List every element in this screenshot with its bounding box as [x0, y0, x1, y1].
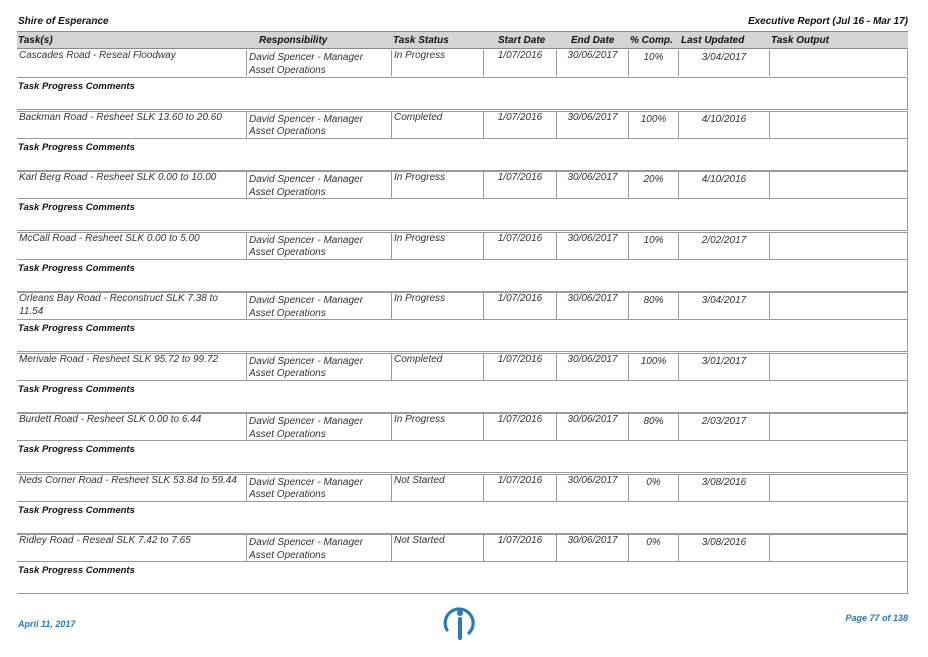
task-row [17, 474, 908, 535]
start-date: 1/07/2016 [483, 172, 556, 198]
task-status: In Progress [391, 172, 483, 198]
task-output [769, 112, 908, 138]
task-details [17, 292, 908, 320]
end-date: 30/06/2017 [556, 233, 628, 259]
task-details [17, 171, 908, 199]
task-row [17, 111, 908, 172]
percent-complete: 10% [628, 50, 678, 76]
task-name: Karl Berg Road - Resheet SLK 0.00 to 10.00 [19, 172, 217, 183]
task-name: Neds Corner Road - Resheet SLK 53.84 to 59.44 [19, 474, 237, 486]
task-status: Completed [391, 112, 483, 138]
col-responsibility: Responsibility [259, 35, 328, 46]
comments-label: Task Progress Comments [18, 262, 135, 274]
task-details [17, 474, 908, 502]
start-date: 1/07/2016 [483, 475, 556, 501]
end-date: 30/06/2017 [556, 535, 628, 561]
task-output [769, 233, 908, 259]
task-name: McCall Road - Resheet SLK 0.00 to 5.00 [19, 232, 200, 244]
start-date: 1/07/2016 [483, 50, 556, 76]
percent-complete: 10% [628, 233, 678, 259]
task-output [769, 535, 908, 561]
task-progress-comments [17, 199, 908, 231]
task-progress-comments [17, 381, 908, 413]
comments-label: Task Progress Comments [18, 383, 135, 395]
percent-complete: 80% [628, 414, 678, 440]
start-date: 1/07/2016 [483, 535, 556, 561]
start-date: 1/07/2016 [483, 414, 556, 440]
last-updated: 4/10/2016 [678, 112, 769, 138]
task-row [17, 232, 908, 293]
task-row [17, 292, 908, 353]
comments-label: Task Progress Comments [18, 323, 135, 334]
task-status: Not Started [391, 535, 483, 561]
task-row [17, 413, 908, 474]
task-output [769, 414, 908, 440]
page-number: Page 77 of 138 [845, 613, 908, 623]
responsibility: David Spencer - Manager Asset Operations [246, 50, 391, 76]
responsibility: David Spencer - Manager Asset Operations [246, 414, 391, 440]
task-table [17, 50, 908, 595]
responsibility: David Spencer - Manager Asset Operations [246, 112, 391, 138]
task-name: Burdett Road - Resheet SLK 0.00 to 6.44 [19, 414, 202, 425]
task-output [769, 50, 908, 76]
last-updated: 4/10/2016 [678, 172, 769, 198]
task-progress-comments [17, 139, 908, 171]
last-updated: 2/03/2017 [678, 414, 769, 440]
start-date: 1/07/2016 [483, 112, 556, 138]
comments-label: Task Progress Comments [18, 81, 135, 92]
end-date: 30/06/2017 [556, 112, 628, 138]
col-end-date: End Date [571, 35, 615, 46]
table-header [17, 31, 908, 49]
percent-complete: 0% [628, 535, 678, 561]
report-date: April 11, 2017 [18, 619, 76, 629]
comments-label: Task Progress Comments [18, 565, 135, 576]
percent-complete: 80% [628, 293, 678, 319]
end-date: 30/06/2017 [556, 354, 628, 380]
start-date: 1/07/2016 [483, 354, 556, 380]
task-output [769, 293, 908, 319]
task-progress-comments [17, 260, 908, 292]
last-updated: 3/01/2017 [678, 354, 769, 380]
task-row [17, 50, 908, 111]
col-percent-complete: % Comp. [630, 35, 673, 46]
task-status: In Progress [391, 233, 483, 259]
last-updated: 2/02/2017 [678, 233, 769, 259]
task-details [17, 50, 908, 78]
percent-complete: 20% [628, 172, 678, 198]
end-date: 30/06/2017 [556, 293, 628, 319]
responsibility: David Spencer - Manager Asset Operations [246, 293, 391, 319]
task-details [17, 413, 908, 441]
col-task-output: Task Output [771, 35, 829, 46]
start-date: 1/07/2016 [483, 233, 556, 259]
task-output [769, 172, 908, 198]
task-status: In Progress [391, 293, 483, 319]
task-progress-comments [17, 320, 908, 352]
task-progress-comments [17, 441, 908, 473]
task-row [17, 353, 908, 414]
report-title: Executive Report (Jul 16 - Mar 17) [747, 16, 908, 27]
percent-complete: 0% [628, 475, 678, 501]
organisation-name: Shire of Esperance [18, 16, 109, 27]
last-updated: 3/04/2017 [678, 293, 769, 319]
start-date: 1/07/2016 [483, 293, 556, 319]
task-progress-comments [17, 562, 908, 594]
task-progress-comments [17, 78, 908, 110]
responsibility: David Spencer - Manager Asset Operations [246, 475, 391, 501]
percent-complete: 100% [628, 354, 678, 380]
col-status: Task Status [393, 35, 449, 46]
task-details [17, 111, 908, 139]
comments-label: Task Progress Comments [18, 504, 135, 516]
task-details [17, 232, 908, 260]
col-task: Task(s) [18, 35, 53, 46]
comments-label: Task Progress Comments [18, 444, 135, 455]
end-date: 30/06/2017 [556, 172, 628, 198]
task-progress-comments [17, 502, 908, 534]
info-logo-icon [439, 604, 479, 640]
task-name: Ridley Road - Reseal SLK 7.42 to 7.65 [19, 535, 191, 546]
comments-label: Task Progress Comments [18, 141, 135, 153]
task-row [17, 171, 908, 232]
col-start-date: Start Date [498, 35, 546, 46]
task-details [17, 353, 908, 381]
last-updated: 3/08/2016 [678, 535, 769, 561]
task-details [17, 534, 908, 562]
task-name: Cascades Road - Reseal Floodway [19, 50, 176, 61]
responsibility: David Spencer - Manager Asset Operations [246, 535, 391, 561]
last-updated: 3/04/2017 [678, 50, 769, 76]
comments-label: Task Progress Comments [18, 202, 135, 213]
task-row [17, 534, 908, 595]
task-output [769, 354, 908, 380]
col-last-updated: Last Updated [681, 35, 745, 46]
task-name: Merivale Road - Resheet SLK 95.72 to 99.72 [19, 353, 219, 365]
task-output [769, 475, 908, 501]
end-date: 30/06/2017 [556, 475, 628, 501]
responsibility: David Spencer - Manager Asset Operations [246, 354, 391, 380]
end-date: 30/06/2017 [556, 50, 628, 76]
end-date: 30/06/2017 [556, 414, 628, 440]
task-status: Completed [391, 354, 483, 380]
task-status: In Progress [391, 50, 483, 76]
last-updated: 3/08/2016 [678, 475, 769, 501]
task-status: Not Started [391, 475, 483, 501]
responsibility: David Spencer - Manager Asset Operations [246, 233, 391, 259]
responsibility: David Spencer - Manager Asset Operations [246, 172, 391, 198]
task-status: In Progress [391, 414, 483, 440]
task-name: Orleans Bay Road - Reconstruct SLK 7.38 to 11.54 [19, 293, 218, 317]
percent-complete: 100% [628, 112, 678, 138]
task-name: Backman Road - Resheet SLK 13.60 to 20.60 [19, 111, 222, 123]
